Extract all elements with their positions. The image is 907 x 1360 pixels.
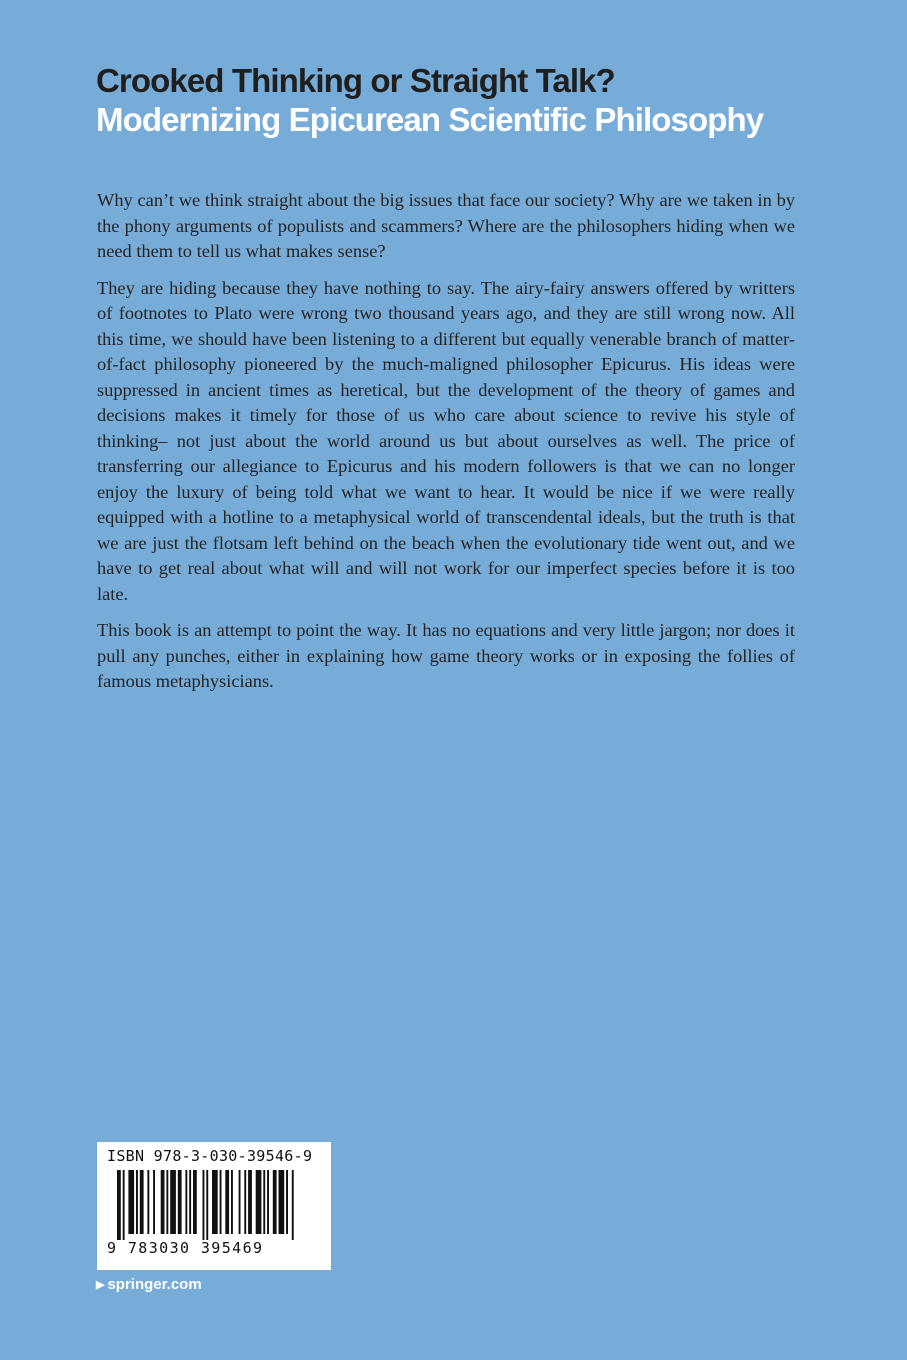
barcode-bar: [286, 1170, 288, 1234]
barcode-bar: [170, 1170, 176, 1234]
barcode-bar: [166, 1170, 168, 1234]
barcode-bar: [140, 1170, 144, 1234]
barcode-bar: [244, 1170, 246, 1234]
title-block: [96, 62, 856, 140]
barcode-bar: [123, 1170, 125, 1240]
barcode-bar: [225, 1170, 229, 1234]
blurb-paragraph-2: They are hiding because they have nothing to say. The airy-fairy answers offered by writters of footnotes to Plato were wrong two thousand years ago, and they are still wrong now. All this time, we should have been listening to a different but equally venerable branch of matter-of-fact philosophy pioneered by the much-maligned philosopher Epicurus. His ideas were suppressed in ancient times as heretical, but the development of the theory of games and decisions makes it timely for those of us who care about science to revive his style of thinking– not just about the world around us but about ourselves as well. The price of transferring our allegiance to Epicurus and his modern followers is that we can no longer enjoy the luxury of being told what we want to hear. It would be nice if we were really equipped with a hotline to a metaphysical world of transcendental ideals, but the truth is that we are just the flotsam left behind on the beach when the evolutionary tide went out, and we have to get real about what will and will not work for our imperfect species before it is too late.: [97, 277, 795, 604]
barcode-bar: [256, 1170, 262, 1234]
book-title: Crooked Thinking or Straight Talk?: [96, 62, 615, 99]
barcode-bar: [206, 1170, 208, 1240]
barcode-bar: [128, 1170, 134, 1234]
isbn-label: ISBN 978-3-030-39546-9: [107, 1147, 313, 1165]
barcode-bar: [267, 1170, 269, 1234]
barcode-bar: [203, 1170, 205, 1240]
book-subtitle: Modernizing Epicurean Scientific Philosophy: [96, 101, 764, 138]
isbn-barcode: [97, 1142, 331, 1270]
barcode-bar: [117, 1170, 121, 1240]
barcode-bar: [231, 1170, 233, 1234]
publisher-link-text: springer.com: [107, 1276, 202, 1293]
barcode-bar: [273, 1170, 277, 1234]
barcode-bar: [161, 1170, 165, 1234]
barcode-bar: [212, 1170, 218, 1234]
publisher-link[interactable]: [96, 1276, 202, 1293]
barcode-bar: [279, 1170, 285, 1234]
barcode-bar: [263, 1170, 265, 1234]
barcode-bar: [248, 1170, 252, 1234]
barcode-bar: [193, 1170, 197, 1234]
barcode-digits: 9 783030 395469: [107, 1239, 264, 1257]
barcode-bars: [105, 1170, 323, 1240]
blurb-paragraph-3: This book is an attempt to point the way. It has no equations and very little jargon; nor does it pull any punches, either in explaining how game theory works or in exposing the follies of famous metaphysicians.: [97, 620, 795, 691]
barcode-bar: [147, 1170, 149, 1234]
barcode-bar: [153, 1170, 155, 1234]
barcode-bar: [189, 1170, 191, 1234]
barcode-bar: [239, 1170, 241, 1234]
barcode-bar: [136, 1170, 138, 1234]
triangle-right-icon: ▶: [96, 1279, 105, 1291]
barcode-bar: [220, 1170, 222, 1234]
barcode-bar: [185, 1170, 187, 1234]
blurb-paragraph-1: Why can’t we think straight about the big issues that face our society? Why are we taken in by the phony arguments of populists and scammers? Where are the philosophers hiding when we need them to tell us what makes sense?: [97, 190, 795, 261]
back-cover-blurb: [97, 188, 795, 706]
barcode-bar: [292, 1170, 294, 1240]
barcode-bar: [178, 1170, 182, 1234]
